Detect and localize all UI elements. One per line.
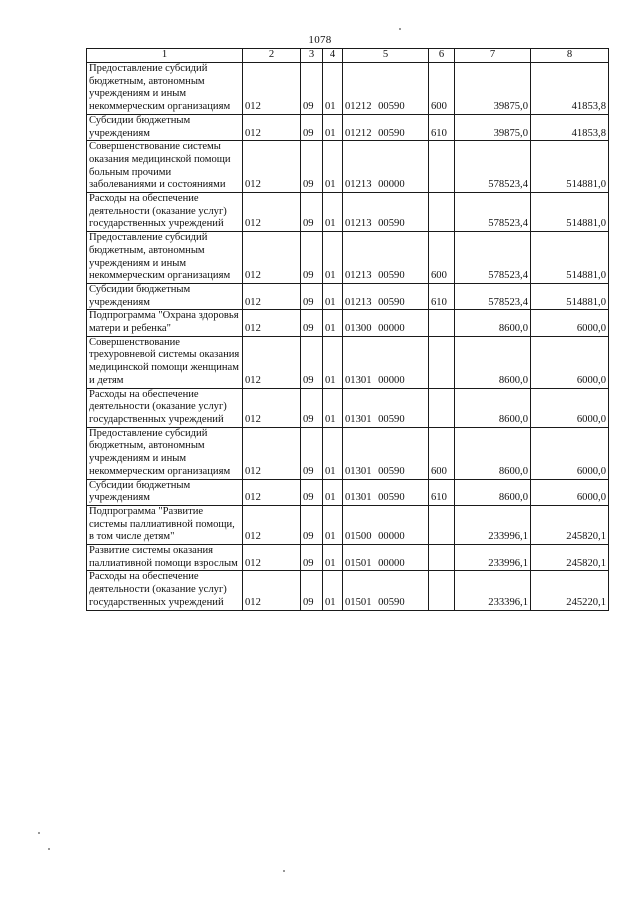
expense-type-code: 600 bbox=[429, 63, 455, 115]
amount-year2: 514881,0 bbox=[531, 283, 609, 309]
section-code: 09 bbox=[301, 571, 323, 610]
table-row bbox=[87, 545, 609, 571]
section-code: 09 bbox=[301, 141, 323, 193]
amount-year1: 39875,0 bbox=[455, 63, 531, 115]
subsection-code: 01 bbox=[323, 479, 343, 505]
amount-year1: 8600,0 bbox=[455, 479, 531, 505]
expense-type-code bbox=[429, 193, 455, 232]
expense-type-code bbox=[429, 545, 455, 571]
subsection-code: 01 bbox=[323, 571, 343, 610]
row-name: Расходы на обеспечение деятельности (оказание услуг) государственных учреждений bbox=[87, 193, 243, 232]
section-code: 09 bbox=[301, 388, 323, 427]
row-name: Предоставление субсидий бюджетным, автономным учреждениям и иным некоммерческим организациям bbox=[87, 427, 243, 479]
row-name: Развитие системы оказания паллиативной помощи взрослым bbox=[87, 545, 243, 571]
column-number: 7 bbox=[455, 49, 531, 63]
ministry-code: 012 bbox=[243, 310, 301, 336]
subsection-code: 01 bbox=[323, 114, 343, 140]
amount-year2: 41853,8 bbox=[531, 63, 609, 115]
section-code: 09 bbox=[301, 193, 323, 232]
expense-type-code: 610 bbox=[429, 114, 455, 140]
table-row bbox=[87, 479, 609, 505]
subsection-code: 01 bbox=[323, 310, 343, 336]
table-row bbox=[87, 336, 609, 388]
subsection-code: 01 bbox=[323, 427, 343, 479]
row-name: Субсидии бюджетным учреждениям bbox=[87, 479, 243, 505]
column-number: 3 bbox=[301, 49, 323, 63]
subsection-code: 01 bbox=[323, 63, 343, 115]
target-article-code: 01212 00590 bbox=[343, 63, 429, 115]
table-row bbox=[87, 141, 609, 193]
expense-type-code: 610 bbox=[429, 283, 455, 309]
amount-year2: 514881,0 bbox=[531, 141, 609, 193]
amount-year1: 8600,0 bbox=[455, 336, 531, 388]
expense-type-code bbox=[429, 388, 455, 427]
target-article-code: 01501 00000 bbox=[343, 545, 429, 571]
ministry-code: 012 bbox=[243, 283, 301, 309]
amount-year1: 39875,0 bbox=[455, 114, 531, 140]
section-code: 09 bbox=[301, 310, 323, 336]
row-name: Расходы на обеспечение деятельности (оказание услуг) государственных учреждений bbox=[87, 571, 243, 610]
target-article-code: 01213 00000 bbox=[343, 141, 429, 193]
amount-year1: 8600,0 bbox=[455, 388, 531, 427]
expense-type-code: 600 bbox=[429, 427, 455, 479]
row-name: Расходы на обеспечение деятельности (оказание услуг) государственных учреждений bbox=[87, 388, 243, 427]
target-article-code: 01301 00000 bbox=[343, 336, 429, 388]
amount-year2: 6000,0 bbox=[531, 310, 609, 336]
page-number: 1078 bbox=[308, 34, 332, 46]
ministry-code: 012 bbox=[243, 193, 301, 232]
column-number: 5 bbox=[343, 49, 429, 63]
section-code: 09 bbox=[301, 427, 323, 479]
table-row bbox=[87, 63, 609, 115]
subsection-code: 01 bbox=[323, 141, 343, 193]
amount-year1: 233996,1 bbox=[455, 505, 531, 544]
table-row bbox=[87, 232, 609, 284]
section-code: 09 bbox=[301, 336, 323, 388]
amount-year2: 6000,0 bbox=[531, 427, 609, 479]
target-article-code: 01213 00590 bbox=[343, 232, 429, 284]
section-code: 09 bbox=[301, 545, 323, 571]
amount-year2: 6000,0 bbox=[531, 479, 609, 505]
section-code: 09 bbox=[301, 283, 323, 309]
scan-speck bbox=[48, 848, 50, 850]
amount-year1: 233396,1 bbox=[455, 571, 531, 610]
amount-year2: 514881,0 bbox=[531, 232, 609, 284]
subsection-code: 01 bbox=[323, 388, 343, 427]
ministry-code: 012 bbox=[243, 63, 301, 115]
column-number: 4 bbox=[323, 49, 343, 63]
row-name: Совершенствование трехуровневой системы оказания медицинской помощи женщинам и детям bbox=[87, 336, 243, 388]
ministry-code: 012 bbox=[243, 545, 301, 571]
row-name: Подпрограмма "Развитие системы паллиативной помощи, в том числе детям" bbox=[87, 505, 243, 544]
target-article-code: 01213 00590 bbox=[343, 193, 429, 232]
amount-year1: 8600,0 bbox=[455, 427, 531, 479]
amount-year1: 578523,4 bbox=[455, 283, 531, 309]
column-number: 2 bbox=[243, 49, 301, 63]
table-row bbox=[87, 427, 609, 479]
row-name: Субсидии бюджетным учреждениям bbox=[87, 114, 243, 140]
ministry-code: 012 bbox=[243, 571, 301, 610]
ministry-code: 012 bbox=[243, 427, 301, 479]
ministry-code: 012 bbox=[243, 232, 301, 284]
expense-type-code bbox=[429, 310, 455, 336]
section-code: 09 bbox=[301, 232, 323, 284]
subsection-code: 01 bbox=[323, 505, 343, 544]
amount-year2: 245220,1 bbox=[531, 571, 609, 610]
ministry-code: 012 bbox=[243, 479, 301, 505]
budget-table bbox=[86, 48, 609, 611]
table-row bbox=[87, 310, 609, 336]
section-code: 09 bbox=[301, 479, 323, 505]
ministry-code: 012 bbox=[243, 114, 301, 140]
table-row bbox=[87, 571, 609, 610]
section-code: 09 bbox=[301, 114, 323, 140]
row-name: Подпрограмма "Охрана здоровья матери и ребенка" bbox=[87, 310, 243, 336]
subsection-code: 01 bbox=[323, 193, 343, 232]
expense-type-code: 600 bbox=[429, 232, 455, 284]
scan-speck bbox=[283, 870, 285, 872]
amount-year2: 6000,0 bbox=[531, 388, 609, 427]
section-code: 09 bbox=[301, 63, 323, 115]
target-article-code: 01301 00590 bbox=[343, 427, 429, 479]
column-number: 1 bbox=[87, 49, 243, 63]
table-row bbox=[87, 505, 609, 544]
amount-year1: 233996,1 bbox=[455, 545, 531, 571]
table-row bbox=[87, 114, 609, 140]
target-article-code: 01301 00590 bbox=[343, 479, 429, 505]
table-row bbox=[87, 193, 609, 232]
target-article-code: 01213 00590 bbox=[343, 283, 429, 309]
target-article-code: 01212 00590 bbox=[343, 114, 429, 140]
amount-year2: 245820,1 bbox=[531, 505, 609, 544]
expense-type-code bbox=[429, 336, 455, 388]
scan-speck bbox=[399, 28, 401, 30]
column-number-row bbox=[87, 49, 609, 63]
amount-year2: 6000,0 bbox=[531, 336, 609, 388]
target-article-code: 01300 00000 bbox=[343, 310, 429, 336]
target-article-code: 01500 00000 bbox=[343, 505, 429, 544]
subsection-code: 01 bbox=[323, 545, 343, 571]
expense-type-code: 610 bbox=[429, 479, 455, 505]
subsection-code: 01 bbox=[323, 232, 343, 284]
target-article-code: 01501 00590 bbox=[343, 571, 429, 610]
subsection-code: 01 bbox=[323, 283, 343, 309]
section-code: 09 bbox=[301, 505, 323, 544]
table-row bbox=[87, 283, 609, 309]
expense-type-code bbox=[429, 571, 455, 610]
column-number: 6 bbox=[429, 49, 455, 63]
expense-type-code bbox=[429, 141, 455, 193]
table-row bbox=[87, 388, 609, 427]
expense-type-code bbox=[429, 505, 455, 544]
row-name: Субсидии бюджетным учреждениям bbox=[87, 283, 243, 309]
ministry-code: 012 bbox=[243, 388, 301, 427]
target-article-code: 01301 00590 bbox=[343, 388, 429, 427]
amount-year1: 578523,4 bbox=[455, 193, 531, 232]
amount-year1: 578523,4 bbox=[455, 141, 531, 193]
scan-speck bbox=[38, 832, 40, 834]
table-body bbox=[87, 63, 609, 611]
subsection-code: 01 bbox=[323, 336, 343, 388]
amount-year2: 514881,0 bbox=[531, 193, 609, 232]
row-name: Совершенствование системы оказания медицинской помощи больным прочими заболеваниями и состояниями bbox=[87, 141, 243, 193]
amount-year2: 245820,1 bbox=[531, 545, 609, 571]
row-name: Предоставление субсидий бюджетным, автономным учреждениям и иным некоммерческим организациям bbox=[87, 232, 243, 284]
ministry-code: 012 bbox=[243, 505, 301, 544]
amount-year1: 8600,0 bbox=[455, 310, 531, 336]
column-number: 8 bbox=[531, 49, 609, 63]
amount-year1: 578523,4 bbox=[455, 232, 531, 284]
ministry-code: 012 bbox=[243, 336, 301, 388]
row-name: Предоставление субсидий бюджетным, автономным учреждениям и иным некоммерческим организациям bbox=[87, 63, 243, 115]
amount-year2: 41853,8 bbox=[531, 114, 609, 140]
ministry-code: 012 bbox=[243, 141, 301, 193]
